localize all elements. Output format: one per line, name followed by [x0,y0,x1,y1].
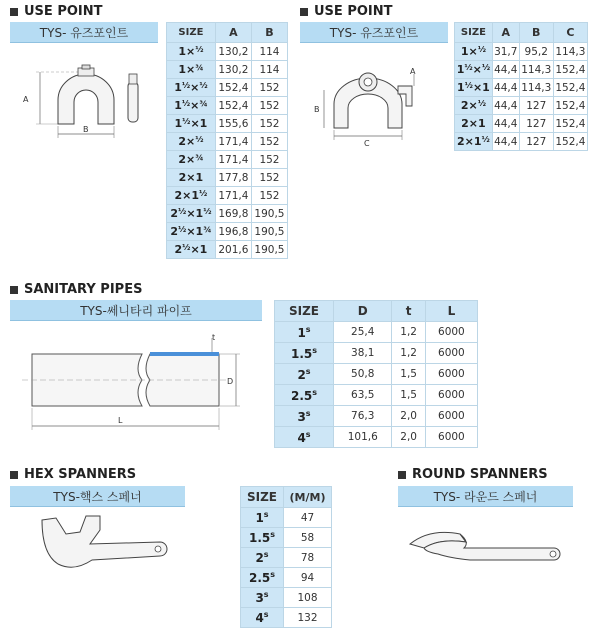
table-row [167,79,288,97]
size-cell: 4$^s$ [275,427,334,448]
value-cell-b: 95,2 [519,43,553,61]
sanitary-pipe-drawing [14,330,264,440]
value-cell-t: 1,2 [392,343,425,364]
value-cell-a: 44,4 [492,115,519,133]
section-title-use-point-1: USE POINT [10,4,103,19]
table-row [455,79,588,97]
table-row [455,133,588,151]
hex-spanner-drawing [34,510,174,590]
table-row [455,97,588,115]
value-cell-b: 114,3 [519,79,553,97]
header-a: A [492,23,519,43]
value-cell-t: 1,5 [392,385,425,406]
size-cell: $2^{\frac{1}{2}}\times 1^{\frac{1}{2}}$ [167,205,216,223]
size-unit-superscript: s [305,408,311,418]
value-cell-a: 44,4 [492,79,519,97]
size-cell: 1.5$^s$ [241,528,284,548]
value-cell-l: 6000 [425,364,477,385]
header-size: SIZE [167,23,216,43]
value-cell-t: 1,5 [392,364,425,385]
size-unit-superscript: s [263,610,269,619]
dim-b-label: B [314,105,320,114]
header-a: A [215,23,251,43]
value-cell-a: 196,8 [215,223,251,241]
size-cell: 2$^s$ [275,364,334,385]
value-cell-l: 6000 [425,343,477,364]
table-row [275,406,478,427]
round-spanners-bar: TYS- 라운드 스페너 [398,486,573,507]
value-cell-t: 2,0 [392,427,425,448]
value-cell-l: 6000 [425,427,477,448]
value-cell-b: 190,5 [251,223,287,241]
value-cell-c: 114,3 [553,43,587,61]
size-cell: $1^{\frac{1}{2}}\times^{\frac{1}{2}}$ [455,61,493,79]
value-cell-b: 127 [519,115,553,133]
table-row [167,187,288,205]
size-unit-superscript: s [312,387,318,397]
bullet-square-icon [10,471,18,479]
value-cell-mm: 108 [284,588,332,608]
header-d: D [334,301,392,322]
size-cell: 2×$^{\frac{3}{4}}$ [167,151,216,169]
size-cell: 2$^s$ [241,548,284,568]
dim-b-label: B [83,125,89,134]
size-cell: 2×1 [167,169,216,187]
size-unit-superscript: s [305,324,311,334]
value-cell-b: 114 [251,43,287,61]
table-row [241,508,332,528]
value-cell-t: 1,2 [392,322,425,343]
size-unit-superscript: s [270,570,276,579]
header-b: B [251,23,287,43]
size-cell: 2×$^{\frac{1}{2}}$ [167,133,216,151]
size-cell: 3$^s$ [275,406,334,427]
size-cell: 1×$^{\frac{1}{2}}$ [455,43,493,61]
size-cell: 1×$^{\frac{1}{2}}$ [167,43,216,61]
value-cell-b: 114,3 [519,61,553,79]
header-l: L [425,301,477,322]
use-point-1-table [166,22,288,259]
dim-l-label: L [118,416,123,425]
hex-spanners-bar: TYS-핵스 스페너 [10,486,185,507]
value-cell-b: 152 [251,151,287,169]
header-c: C [553,23,587,43]
value-cell-b: 114 [251,61,287,79]
table-row [241,588,332,608]
value-cell-b: 190,5 [251,241,287,259]
value-cell-mm: 58 [284,528,332,548]
size-cell: $2^{\frac{1}{2}}\times 1^{\frac{3}{4}}$ [167,223,216,241]
value-cell-t: 2,0 [392,406,425,427]
value-cell-a: 152,4 [215,79,251,97]
table-row [241,528,332,548]
section-title-hex-spanners: HEX SPANNERS [10,467,136,482]
value-cell-a: 155,6 [215,115,251,133]
value-cell-a: 44,4 [492,97,519,115]
size-unit-superscript: s [263,550,269,559]
value-cell-d: 38,1 [334,343,392,364]
value-cell-d: 76,3 [334,406,392,427]
table-header-row [241,487,332,508]
bullet-square-icon [10,286,18,294]
bullet-square-icon [10,8,18,16]
value-cell-a: 130,2 [215,61,251,79]
header-size: SIZE [241,487,284,508]
value-cell-a: 171,4 [215,151,251,169]
size-cell: 1$^s$ [241,508,284,528]
size-unit-superscript: s [263,590,269,599]
size-cell: $1^{\frac{1}{2}}\times 1$ [455,79,493,97]
value-cell-l: 6000 [425,385,477,406]
dim-a-label: A [23,95,29,104]
table-row [241,608,332,628]
use-point-u-fitting-drawing [18,62,168,152]
value-cell-mm: 132 [284,608,332,628]
table-header-row [167,23,288,43]
header-size: SIZE [275,301,334,322]
size-unit-superscript: s [270,530,276,539]
value-cell-a: 201,6 [215,241,251,259]
table-row [167,205,288,223]
table-row [167,241,288,259]
value-cell-d: 63,5 [334,385,392,406]
size-cell: 1.5$^s$ [275,343,334,364]
value-cell-mm: 78 [284,548,332,568]
header-t: t [392,301,425,322]
value-cell-d: 25,4 [334,322,392,343]
hex-spanners-table [240,486,332,628]
table-row [167,43,288,61]
value-cell-d: 101,6 [334,427,392,448]
table-row [167,223,288,241]
header-mm: (M/M) [284,487,332,508]
table-row [167,151,288,169]
size-unit-superscript: s [305,429,311,439]
value-cell-c: 152,4 [553,115,587,133]
use-point-1-bar: TYS- 유즈포인트 [10,22,158,43]
value-cell-c: 152,4 [553,133,587,151]
size-unit-superscript: s [305,366,311,376]
size-cell: 2.5$^s$ [275,385,334,406]
dim-a-label: A [410,67,416,76]
value-cell-c: 152,4 [553,97,587,115]
value-cell-b: 152 [251,169,287,187]
section-title-sanitary-pipes: SANITARY PIPES [10,282,142,297]
dim-d-label: D [227,377,234,386]
table-header-row [455,23,588,43]
table-row [275,343,478,364]
size-cell: 1$^s$ [275,322,334,343]
value-cell-a: 44,4 [492,61,519,79]
value-cell-a: 152,4 [215,97,251,115]
size-cell: 2×$^{\frac{1}{2}}$ [455,97,493,115]
dim-c-label: C [364,139,370,148]
size-cell: $2\times 1^{\frac{1}{2}}$ [167,187,216,205]
use-point-2-bar: TYS- 유즈포인트 [300,22,448,43]
size-cell: 2×1 [455,115,493,133]
dim-t-label: t [212,333,216,342]
table-row [167,169,288,187]
header-size: SIZE [455,23,493,43]
table-row [455,43,588,61]
value-cell-c: 152,4 [553,61,587,79]
round-spanner-drawing [404,518,574,578]
value-cell-b: 152 [251,115,287,133]
value-cell-a: 31,7 [492,43,519,61]
size-cell: $2^{\frac{1}{2}}\times 1$ [167,241,216,259]
value-cell-a: 44,4 [492,133,519,151]
value-cell-b: 152 [251,79,287,97]
table-row [455,61,588,79]
value-cell-c: 152,4 [553,79,587,97]
bullet-square-icon [300,8,308,16]
value-cell-l: 6000 [425,406,477,427]
table-row [275,364,478,385]
value-cell-b: 152 [251,187,287,205]
size-cell: $1^{\frac{1}{2}}\times 1$ [167,115,216,133]
size-cell: $1^{\frac{1}{2}}\times^{\frac{1}{2}}$ [167,79,216,97]
table-row [275,322,478,343]
value-cell-a: 171,4 [215,187,251,205]
size-cell: 1×$^{\frac{3}{4}}$ [167,61,216,79]
size-cell: $2\times 1^{\frac{1}{2}}$ [455,133,493,151]
table-row [167,133,288,151]
value-cell-a: 130,2 [215,43,251,61]
size-cell: 2.5$^s$ [241,568,284,588]
section-title-round-spanners: ROUND SPANNERS [398,467,548,482]
value-cell-a: 177,8 [215,169,251,187]
table-header-row [275,301,478,322]
size-unit-superscript: s [263,510,269,519]
value-cell-b: 152 [251,97,287,115]
value-cell-a: 171,4 [215,133,251,151]
use-point-2-table [454,22,588,151]
size-cell: 3$^s$ [241,588,284,608]
table-row [455,115,588,133]
table-row [167,97,288,115]
value-cell-a: 169,8 [215,205,251,223]
value-cell-mm: 94 [284,568,332,588]
table-row [275,427,478,448]
table-row [275,385,478,406]
bullet-square-icon [398,471,406,479]
sanitary-pipes-table [274,300,478,448]
value-cell-mm: 47 [284,508,332,528]
section-title-use-point-2: USE POINT [300,4,393,19]
size-cell: $1^{\frac{1}{2}}\times^{\frac{3}{4}}$ [167,97,216,115]
value-cell-b: 127 [519,97,553,115]
value-cell-l: 6000 [425,322,477,343]
header-b: B [519,23,553,43]
value-cell-b: 127 [519,133,553,151]
value-cell-d: 50,8 [334,364,392,385]
use-point-branch-drawing [312,66,452,156]
table-row [241,568,332,588]
value-cell-b: 152 [251,133,287,151]
table-row [241,548,332,568]
size-unit-superscript: s [312,345,318,355]
table-row [167,61,288,79]
table-row [167,115,288,133]
size-cell: 4$^s$ [241,608,284,628]
value-cell-b: 190,5 [251,205,287,223]
sanitary-pipes-bar: TYS-쎄니타리 파이프 [10,300,262,321]
